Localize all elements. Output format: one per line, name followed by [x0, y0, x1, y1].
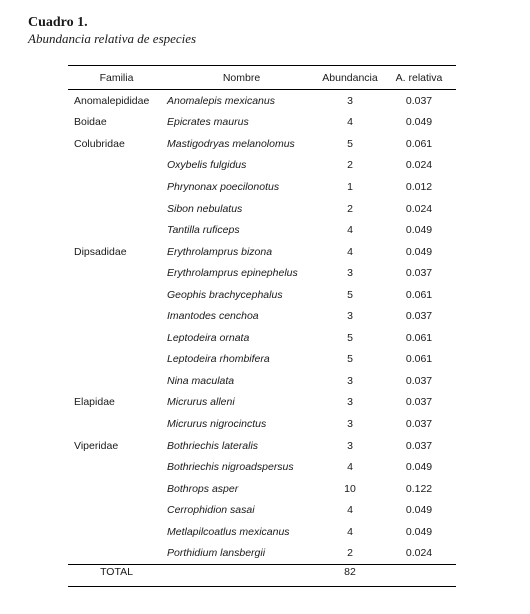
header-nombre: Nombre [222, 71, 261, 84]
cell-relativa: 0.049 [405, 224, 433, 237]
total-abundancia: 82 [344, 565, 356, 578]
cell-relativa: 0.061 [405, 331, 433, 344]
cell-nombre: Bothriechis lateralis [167, 439, 259, 452]
cell-relativa: 0.049 [405, 116, 433, 129]
header-familia: Familia [99, 71, 134, 84]
cell-relativa: 0.037 [405, 417, 433, 430]
cell-abundancia: 4 [347, 504, 353, 517]
cell-nombre: Geophis brachycephalus [167, 288, 283, 301]
table-row [68, 262, 456, 284]
cell-familia [74, 176, 166, 198]
cell-relativa: 0.061 [405, 137, 433, 150]
cell-relativa: 0.037 [405, 396, 433, 409]
cell-relativa: 0.037 [405, 310, 433, 323]
table-row [68, 349, 456, 371]
abundance-table [68, 65, 456, 587]
cell-nombre: Porthidium lansbergii [167, 547, 266, 560]
table-row [68, 112, 456, 134]
cell-familia [74, 155, 166, 177]
table-total-row [68, 564, 456, 586]
cell-nombre: Phrynonax poecilonotus [167, 180, 280, 193]
cell-abundancia: 5 [347, 331, 353, 344]
cell-familia [74, 198, 166, 220]
cell-abundancia: 3 [347, 267, 353, 280]
cell-nombre: Imantodes cenchoa [167, 310, 259, 323]
cell-abundancia: 3 [347, 374, 353, 387]
cell-abundancia: 5 [347, 288, 353, 301]
cell-familia: Dipsadidae [74, 245, 127, 258]
cell-relativa: 0.049 [405, 525, 433, 538]
cell-abundancia: 4 [347, 245, 353, 258]
cell-familia: Boidae [74, 116, 107, 129]
cell-nombre: Mastigodryas melanolomus [167, 137, 295, 150]
cell-abundancia: 5 [347, 353, 353, 366]
cell-familia: Elapidae [74, 396, 115, 409]
header-relativa: A. relativa [395, 71, 443, 84]
table-row [68, 478, 456, 500]
cell-abundancia: 4 [347, 224, 353, 237]
cell-familia [74, 219, 166, 241]
table-caption-subtitle: Abundancia relativa de especies [28, 31, 197, 46]
cell-familia: Viperidae [74, 439, 119, 452]
cell-nombre: Anomalepis mexicanus [167, 94, 275, 107]
cell-relativa: 0.037 [405, 374, 433, 387]
cell-abundancia: 2 [347, 547, 353, 560]
cell-nombre: Tantilla ruficeps [167, 224, 240, 237]
table-caption-title: Cuadro 1. [28, 15, 88, 30]
cell-abundancia: 10 [344, 482, 356, 495]
cell-familia [74, 349, 166, 371]
cell-familia: Colubridae [74, 137, 125, 150]
cell-relativa: 0.037 [405, 267, 433, 280]
cell-nombre: Epicrates maurus [167, 116, 249, 129]
cell-nombre: Erythrolamprus bizona [167, 245, 273, 258]
cell-abundancia: 4 [347, 116, 353, 129]
table-row [68, 456, 456, 478]
cell-relativa: 0.061 [405, 353, 433, 366]
cell-nombre: Micrurus nigrocinctus [167, 417, 267, 430]
total-label: TOTAL [100, 565, 133, 578]
table-row [68, 435, 456, 457]
cell-abundancia: 3 [347, 396, 353, 409]
cell-nombre: Metlapilcoatlus mexicanus [167, 525, 290, 538]
cell-nombre: Leptodeira rhombifera [167, 353, 270, 366]
table-row [68, 499, 456, 521]
cell-familia [74, 521, 166, 543]
header-abundancia: Abundancia [322, 71, 378, 84]
cell-abundancia: 3 [347, 94, 353, 107]
table-row [68, 241, 456, 263]
cell-familia [74, 413, 166, 435]
table-row [68, 370, 456, 392]
cell-nombre: Nina maculata [167, 374, 235, 387]
cell-abundancia: 5 [347, 137, 353, 150]
cell-familia [74, 262, 166, 284]
cell-relativa: 0.024 [405, 547, 433, 560]
cell-relativa: 0.049 [405, 245, 433, 258]
cell-familia [74, 478, 166, 500]
cell-relativa: 0.024 [405, 202, 433, 215]
table-row [68, 284, 456, 306]
table-row [68, 176, 456, 198]
cell-abundancia: 3 [347, 439, 353, 452]
table-body [68, 90, 456, 564]
cell-nombre: Oxybelis fulgidus [167, 159, 247, 172]
cell-nombre: Leptodeira ornata [167, 331, 250, 344]
cell-nombre: Cerrophidion sasai [167, 504, 255, 517]
cell-familia [74, 327, 166, 349]
cell-familia [74, 456, 166, 478]
cell-relativa: 0.012 [405, 180, 433, 193]
table-row [68, 90, 456, 112]
table-row [68, 392, 456, 414]
cell-familia [74, 305, 166, 327]
cell-abundancia: 3 [347, 417, 353, 430]
cell-familia [74, 499, 166, 521]
cell-relativa: 0.122 [405, 482, 433, 495]
cell-abundancia: 4 [347, 525, 353, 538]
cell-familia [74, 284, 166, 306]
cell-familia: Anomalepididae [74, 94, 150, 107]
cell-nombre: Bothriechis nigroadspersus [167, 461, 294, 474]
cell-relativa: 0.024 [405, 159, 433, 172]
cell-abundancia: 4 [347, 461, 353, 474]
cell-relativa: 0.049 [405, 461, 433, 474]
table-row [68, 219, 456, 241]
table-row [68, 305, 456, 327]
cell-relativa: 0.061 [405, 288, 433, 301]
cell-nombre: Micrurus alleni [167, 396, 235, 409]
cell-familia [74, 370, 166, 392]
cell-relativa: 0.049 [405, 504, 433, 517]
cell-nombre: Sibon nebulatus [167, 202, 243, 215]
cell-nombre: Bothrops asper [167, 482, 239, 495]
table-row [68, 155, 456, 177]
table-header-row [68, 66, 456, 90]
table-row [68, 413, 456, 435]
cell-abundancia: 2 [347, 202, 353, 215]
cell-abundancia: 1 [347, 180, 353, 193]
cell-relativa: 0.037 [405, 439, 433, 452]
cell-relativa: 0.037 [405, 94, 433, 107]
table-row [68, 327, 456, 349]
cell-nombre: Erythrolamprus epinephelus [167, 267, 298, 280]
table-row [68, 133, 456, 155]
table-row [68, 521, 456, 543]
cell-abundancia: 3 [347, 310, 353, 323]
cell-abundancia: 2 [347, 159, 353, 172]
table-row [68, 198, 456, 220]
